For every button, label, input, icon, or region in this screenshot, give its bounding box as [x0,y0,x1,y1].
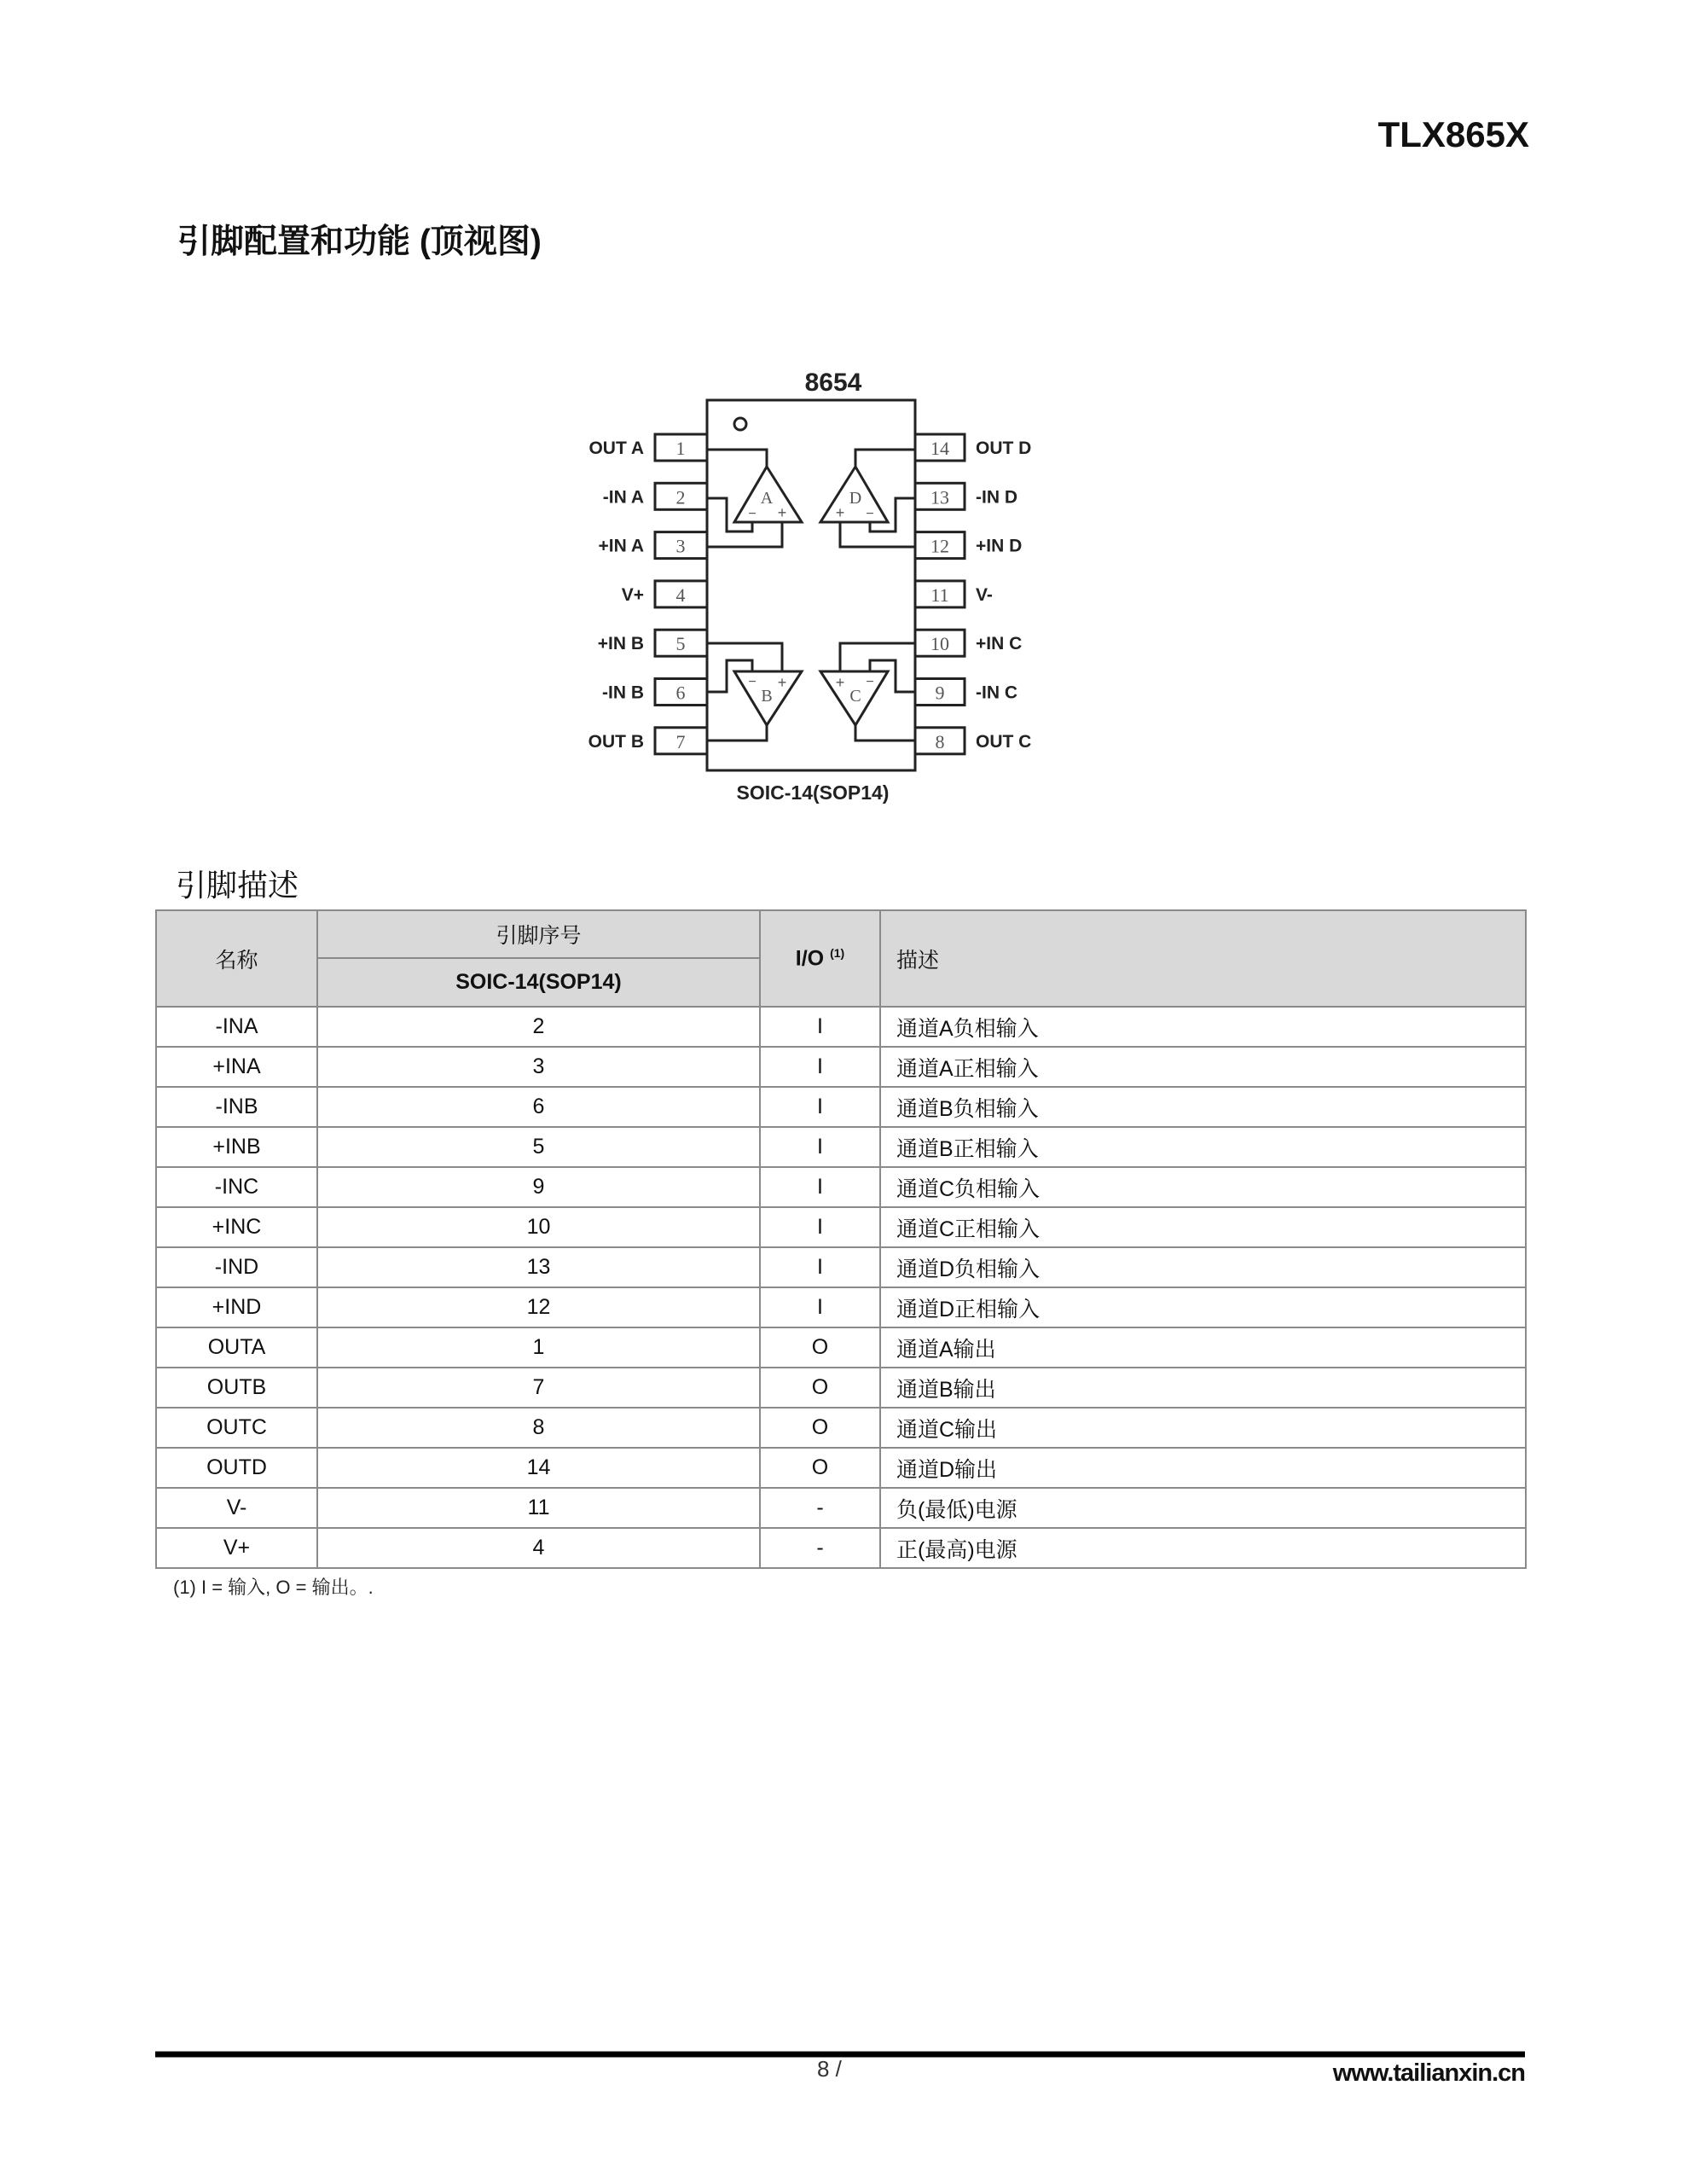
cell-name: +IND [156,1287,317,1327]
cell-name: -INB [156,1087,317,1127]
cell-io: I [760,1247,880,1287]
cell-io: I [760,1127,880,1167]
op-amp-label: B [761,687,773,706]
pin-description-table [155,909,1527,1569]
cell-pin: 6 [317,1087,760,1127]
table-row [156,1287,1526,1327]
table-row [156,1408,1526,1448]
wire-inverting [870,660,915,692]
pin-label: +IN C [976,634,1023,654]
pin-number: 9 [935,682,945,704]
pin-number: 6 [675,682,686,704]
cell-name: OUTA [156,1327,317,1368]
cell-pin: 10 [317,1207,760,1247]
cell-desc: 通道B负相输入 [880,1087,1526,1127]
pin-number: 14 [930,438,949,459]
pin-label: -IN A [602,487,644,508]
part-number-header: TLX865X [1377,114,1529,154]
pin1-marker [734,418,746,430]
cell-name: V- [156,1488,317,1528]
pin-number: 11 [930,584,949,606]
pin-label: OUT D [976,439,1032,458]
cell-name: +INA [156,1047,317,1087]
plus-sign: + [835,674,845,691]
pin-number: 12 [930,535,949,557]
plus-sign: + [777,504,787,521]
pin-label: -IN B [602,682,644,703]
minus-sign: − [748,507,757,521]
pin-number: 2 [675,486,686,508]
cell-desc: 通道D负相输入 [880,1247,1526,1287]
cell-desc: 通道A输出 [880,1327,1526,1368]
cell-name: -INC [156,1167,317,1207]
pin-label: OUT B [588,731,644,752]
cell-desc: 通道A正相输入 [880,1047,1526,1087]
cell-desc: 负(最低)电源 [880,1488,1526,1528]
minus-sign: − [748,675,757,689]
cell-desc: 通道C输出 [880,1408,1526,1448]
table-row [156,1167,1526,1207]
pin-label: +IN B [597,634,644,654]
cell-io: O [760,1408,880,1448]
wire-noninverting [707,522,782,547]
package-label: SOIC-14(SOP14) [736,781,890,804]
cell-desc: 通道C正相输入 [880,1207,1526,1247]
cell-pin: 9 [317,1167,760,1207]
minus-sign: − [866,507,874,521]
wire-noninverting [840,522,915,547]
cell-name: OUTC [156,1408,317,1448]
cell-pin: 7 [317,1368,760,1408]
table-row [156,1047,1526,1087]
page-title: 引脚配置和功能 (顶视图) [177,224,542,260]
cell-desc: 通道D输出 [880,1448,1526,1488]
cell-io: I [760,1207,880,1247]
pin-number: 5 [675,633,686,655]
header-pin-no: 引脚序号 [317,910,760,958]
cell-pin: 12 [317,1287,760,1327]
plus-sign: + [777,674,787,691]
cell-io: O [760,1448,880,1488]
wire-output [855,725,915,741]
header-desc: 描述 [880,910,1526,1007]
cell-name: -IND [156,1247,317,1287]
minus-sign: − [866,675,874,689]
pin-number: 3 [675,535,686,557]
table-row [156,1488,1526,1528]
pin-number: 13 [930,486,949,508]
cell-name: +INB [156,1127,317,1167]
section-title: 引脚描述 [176,868,299,903]
cell-name: OUTD [156,1448,317,1488]
header-name: 名称 [156,910,317,1007]
cell-io: I [760,1007,880,1047]
cell-name: -INA [156,1007,317,1047]
cell-io: I [760,1047,880,1087]
table-row [156,1448,1526,1488]
pin-number: 8 [935,730,945,752]
cell-name: V+ [156,1528,317,1568]
header-io-label: I/O [795,946,825,971]
cell-desc: 通道D正相输入 [880,1287,1526,1327]
plus-sign: + [835,504,845,521]
cell-pin: 1 [317,1327,760,1368]
footnote-ref: (1) [830,945,845,960]
cell-desc: 通道C负相输入 [880,1167,1526,1207]
chip-body [707,400,915,770]
pin-number: 4 [675,584,686,606]
cell-pin: 2 [317,1007,760,1047]
table-row [156,1528,1526,1568]
cell-pin: 14 [317,1448,760,1488]
cell-io: - [760,1528,880,1568]
table-row [156,1207,1526,1247]
cell-name: OUTB [156,1368,317,1408]
op-amp-label: A [760,489,774,508]
cell-io: O [760,1327,880,1368]
pin-label: V- [976,584,993,605]
pin-label: OUT A [588,439,644,458]
cell-pin: 11 [317,1488,760,1528]
cell-pin: 13 [317,1247,760,1287]
cell-io: I [760,1287,880,1327]
pin-number: 10 [930,633,949,655]
wire-output [707,725,767,741]
cell-desc: 通道B正相输入 [880,1127,1526,1167]
pin-number: 7 [675,730,686,752]
cell-io: I [760,1167,880,1207]
cell-desc: 正(最高)电源 [880,1528,1526,1568]
pin-label: +IN D [976,536,1023,556]
table-row [156,1087,1526,1127]
header-io [760,910,880,1007]
cell-pin: 4 [317,1528,760,1568]
cell-desc: 通道B输出 [880,1368,1526,1408]
footnote: (1) I = 输入, O = 输出。. [173,1577,374,1598]
table-row [156,1368,1526,1408]
table-row [156,1127,1526,1167]
cell-pin: 3 [317,1047,760,1087]
cell-io: O [760,1368,880,1408]
header-package: SOIC-14(SOP14) [317,958,760,1007]
wire-inverting [707,660,752,692]
table-row [156,1327,1526,1368]
op-amp-label: C [849,687,861,706]
table-row [156,1007,1526,1047]
pin-label: OUT C [976,731,1032,752]
table-row [156,1247,1526,1287]
pin-label: V+ [621,584,644,605]
wire-noninverting [840,643,915,671]
op-amp-label: D [849,489,862,508]
wire-output [707,450,767,467]
website-link[interactable]: www.tailianxin.cn [1332,2059,1525,2087]
cell-desc: 通道A负相输入 [880,1007,1526,1047]
cell-io: - [760,1488,880,1528]
pin-number: 1 [675,438,686,459]
cell-pin: 5 [317,1127,760,1167]
page-number: 8 / [817,2056,842,2082]
wire-output [855,450,915,467]
cell-io: I [760,1087,880,1127]
cell-name: +INC [156,1207,317,1247]
chip-label: 8654 [804,369,862,397]
pin-label: -IN C [976,682,1017,703]
pin-label: -IN D [976,487,1017,508]
pinout-diagram [563,358,1092,819]
cell-pin: 8 [317,1408,760,1448]
pin-label: +IN A [598,536,644,556]
wire-noninverting [707,643,782,671]
